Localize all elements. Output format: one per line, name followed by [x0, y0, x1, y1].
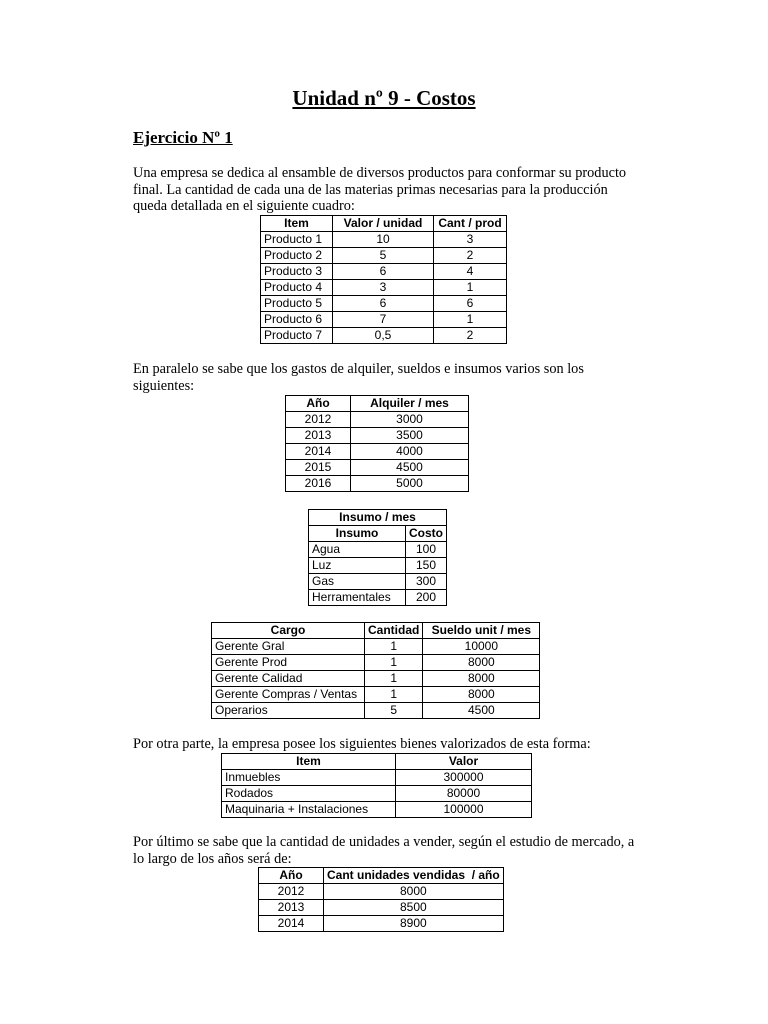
table-caption: Insumo / mes [309, 510, 447, 526]
table-row [261, 312, 507, 328]
document-title: Unidad nº 9 - Costos [292, 86, 476, 110]
exercise-title: Ejercicio Nº 1 [133, 128, 233, 147]
table-cell: 2012 [259, 884, 324, 900]
table-cell: 1 [365, 655, 423, 671]
table-cell: Gerente Calidad [212, 671, 365, 687]
table-cell: 2013 [259, 900, 324, 916]
table-cell: Producto 4 [261, 280, 333, 296]
table-cell: 3 [434, 232, 507, 248]
table-cell: 8000 [423, 671, 540, 687]
table-row [212, 703, 540, 719]
table-cell: Gerente Prod [212, 655, 365, 671]
table-row [212, 671, 540, 687]
table-cell: Maquinaria + Instalaciones [222, 802, 396, 818]
column-header: Sueldo unit / mes [423, 623, 540, 639]
table-cell: 300 [406, 574, 447, 590]
column-header: Año [259, 868, 324, 884]
table-cell: 4500 [351, 460, 469, 476]
bienes-line: Por otra parte, la empresa posee los siguientes bienes valorizados de esta forma: [133, 736, 591, 752]
table-cell: 3000 [351, 412, 469, 428]
table-cell: Producto 2 [261, 248, 333, 264]
intro-line: queda detallada en el siguiente cuadro: [133, 198, 355, 214]
table-cell: 8000 [423, 687, 540, 703]
gastos-paragraph [133, 361, 638, 394]
table-cell: 10 [333, 232, 434, 248]
table-cell: 6 [333, 264, 434, 280]
table-cell: 3 [333, 280, 434, 296]
table-row [212, 655, 540, 671]
table-row [259, 916, 504, 932]
column-header: Item [222, 754, 396, 770]
ventas-line: Por último se sabe que la cantidad de unidades a vender, según el estudio de mercado, a [133, 834, 635, 850]
sueldos-table [211, 622, 540, 719]
table-row [261, 232, 507, 248]
table-cell: Producto 1 [261, 232, 333, 248]
table-row [212, 687, 540, 703]
column-header: Costo [406, 526, 447, 542]
table-cell: 2016 [286, 476, 351, 492]
table-row [261, 328, 507, 344]
table-row [261, 280, 507, 296]
table-cell: 7 [333, 312, 434, 328]
table-cell: 2014 [286, 444, 351, 460]
table-cell: 2012 [286, 412, 351, 428]
table-cell: 3500 [351, 428, 469, 444]
table-cell: Inmuebles [222, 770, 396, 786]
table-cell: 0,5 [333, 328, 434, 344]
table-row [261, 296, 507, 312]
table-cell: 2 [434, 328, 507, 344]
table-row [259, 900, 504, 916]
ventas-table [258, 867, 504, 932]
table-cell: Gerente Gral [212, 639, 365, 655]
table-cell: 8900 [324, 916, 504, 932]
table-cell: 8000 [324, 884, 504, 900]
table-row [309, 542, 447, 558]
table-row [259, 884, 504, 900]
table-row [309, 590, 447, 606]
table-cell: 8000 [423, 655, 540, 671]
table-cell: 200 [406, 590, 447, 606]
column-header: Valor [396, 754, 532, 770]
table-row [286, 476, 469, 492]
table-cell: Producto 7 [261, 328, 333, 344]
table-row [222, 786, 532, 802]
table-cell: 2014 [259, 916, 324, 932]
column-header: Alquiler / mes [351, 396, 469, 412]
table-cell: 1 [365, 639, 423, 655]
table-row [286, 412, 469, 428]
column-header: Cargo [212, 623, 365, 639]
table-cell: 100 [406, 542, 447, 558]
table-cell: Producto 3 [261, 264, 333, 280]
intro-line: Una empresa se dedica al ensamble de diversos productos para conformar su producto [133, 165, 627, 181]
column-header: Cant unidades vendidas / año [324, 868, 504, 884]
table-cell: 1 [365, 671, 423, 687]
table-row [286, 460, 469, 476]
products-table [260, 215, 507, 344]
table-cell: 4000 [351, 444, 469, 460]
insumo-table [308, 509, 447, 606]
table-cell: Agua [309, 542, 406, 558]
table-row [286, 428, 469, 444]
table-cell: Producto 5 [261, 296, 333, 312]
table-cell: 1 [365, 687, 423, 703]
table-cell: 5000 [351, 476, 469, 492]
table-cell: 2013 [286, 428, 351, 444]
table-cell: 5 [333, 248, 434, 264]
table-cell: Rodados [222, 786, 396, 802]
ventas-line: lo largo de los años será de: [133, 850, 292, 867]
bienes-paragraph [133, 736, 638, 753]
table-row [222, 802, 532, 818]
column-header: Año [286, 396, 351, 412]
table-cell: 80000 [396, 786, 532, 802]
column-header: Valor / unidad [333, 216, 434, 232]
table-cell: Gerente Compras / Ventas [212, 687, 365, 703]
ventas-paragraph [133, 834, 638, 867]
table-cell: Operarios [212, 703, 365, 719]
table-cell: 2 [434, 248, 507, 264]
table-cell: Luz [309, 558, 406, 574]
table-row [222, 770, 532, 786]
column-header: Cantidad [365, 623, 423, 639]
column-header: Cant / prod [434, 216, 507, 232]
gastos-line: siguientes: [133, 377, 195, 394]
table-cell: 6 [333, 296, 434, 312]
table-cell: 8500 [324, 900, 504, 916]
table-cell: 10000 [423, 639, 540, 655]
table-row [261, 264, 507, 280]
table-cell: Producto 6 [261, 312, 333, 328]
table-cell: 2015 [286, 460, 351, 476]
table-row [286, 444, 469, 460]
table-cell: 5 [365, 703, 423, 719]
table-cell: 4500 [423, 703, 540, 719]
bienes-table [221, 753, 532, 818]
table-cell: 6 [434, 296, 507, 312]
table-cell: Herramentales [309, 590, 406, 606]
table-cell: 1 [434, 312, 507, 328]
table-cell: 4 [434, 264, 507, 280]
intro-paragraph [133, 165, 638, 215]
alquiler-table [285, 395, 469, 492]
gastos-line: En paralelo se sabe que los gastos de alquiler, sueldos e insumos varios son los [133, 361, 584, 377]
table-row [261, 248, 507, 264]
intro-line: final. La cantidad de cada una de las materias primas necesarias para la producción [133, 181, 608, 198]
table-cell: 100000 [396, 802, 532, 818]
table-row [212, 639, 540, 655]
table-cell: 300000 [396, 770, 532, 786]
table-row [309, 558, 447, 574]
table-cell: 1 [434, 280, 507, 296]
table-row [309, 574, 447, 590]
column-header: Item [261, 216, 333, 232]
table-cell: Gas [309, 574, 406, 590]
column-header: Insumo [309, 526, 406, 542]
table-cell: 150 [406, 558, 447, 574]
